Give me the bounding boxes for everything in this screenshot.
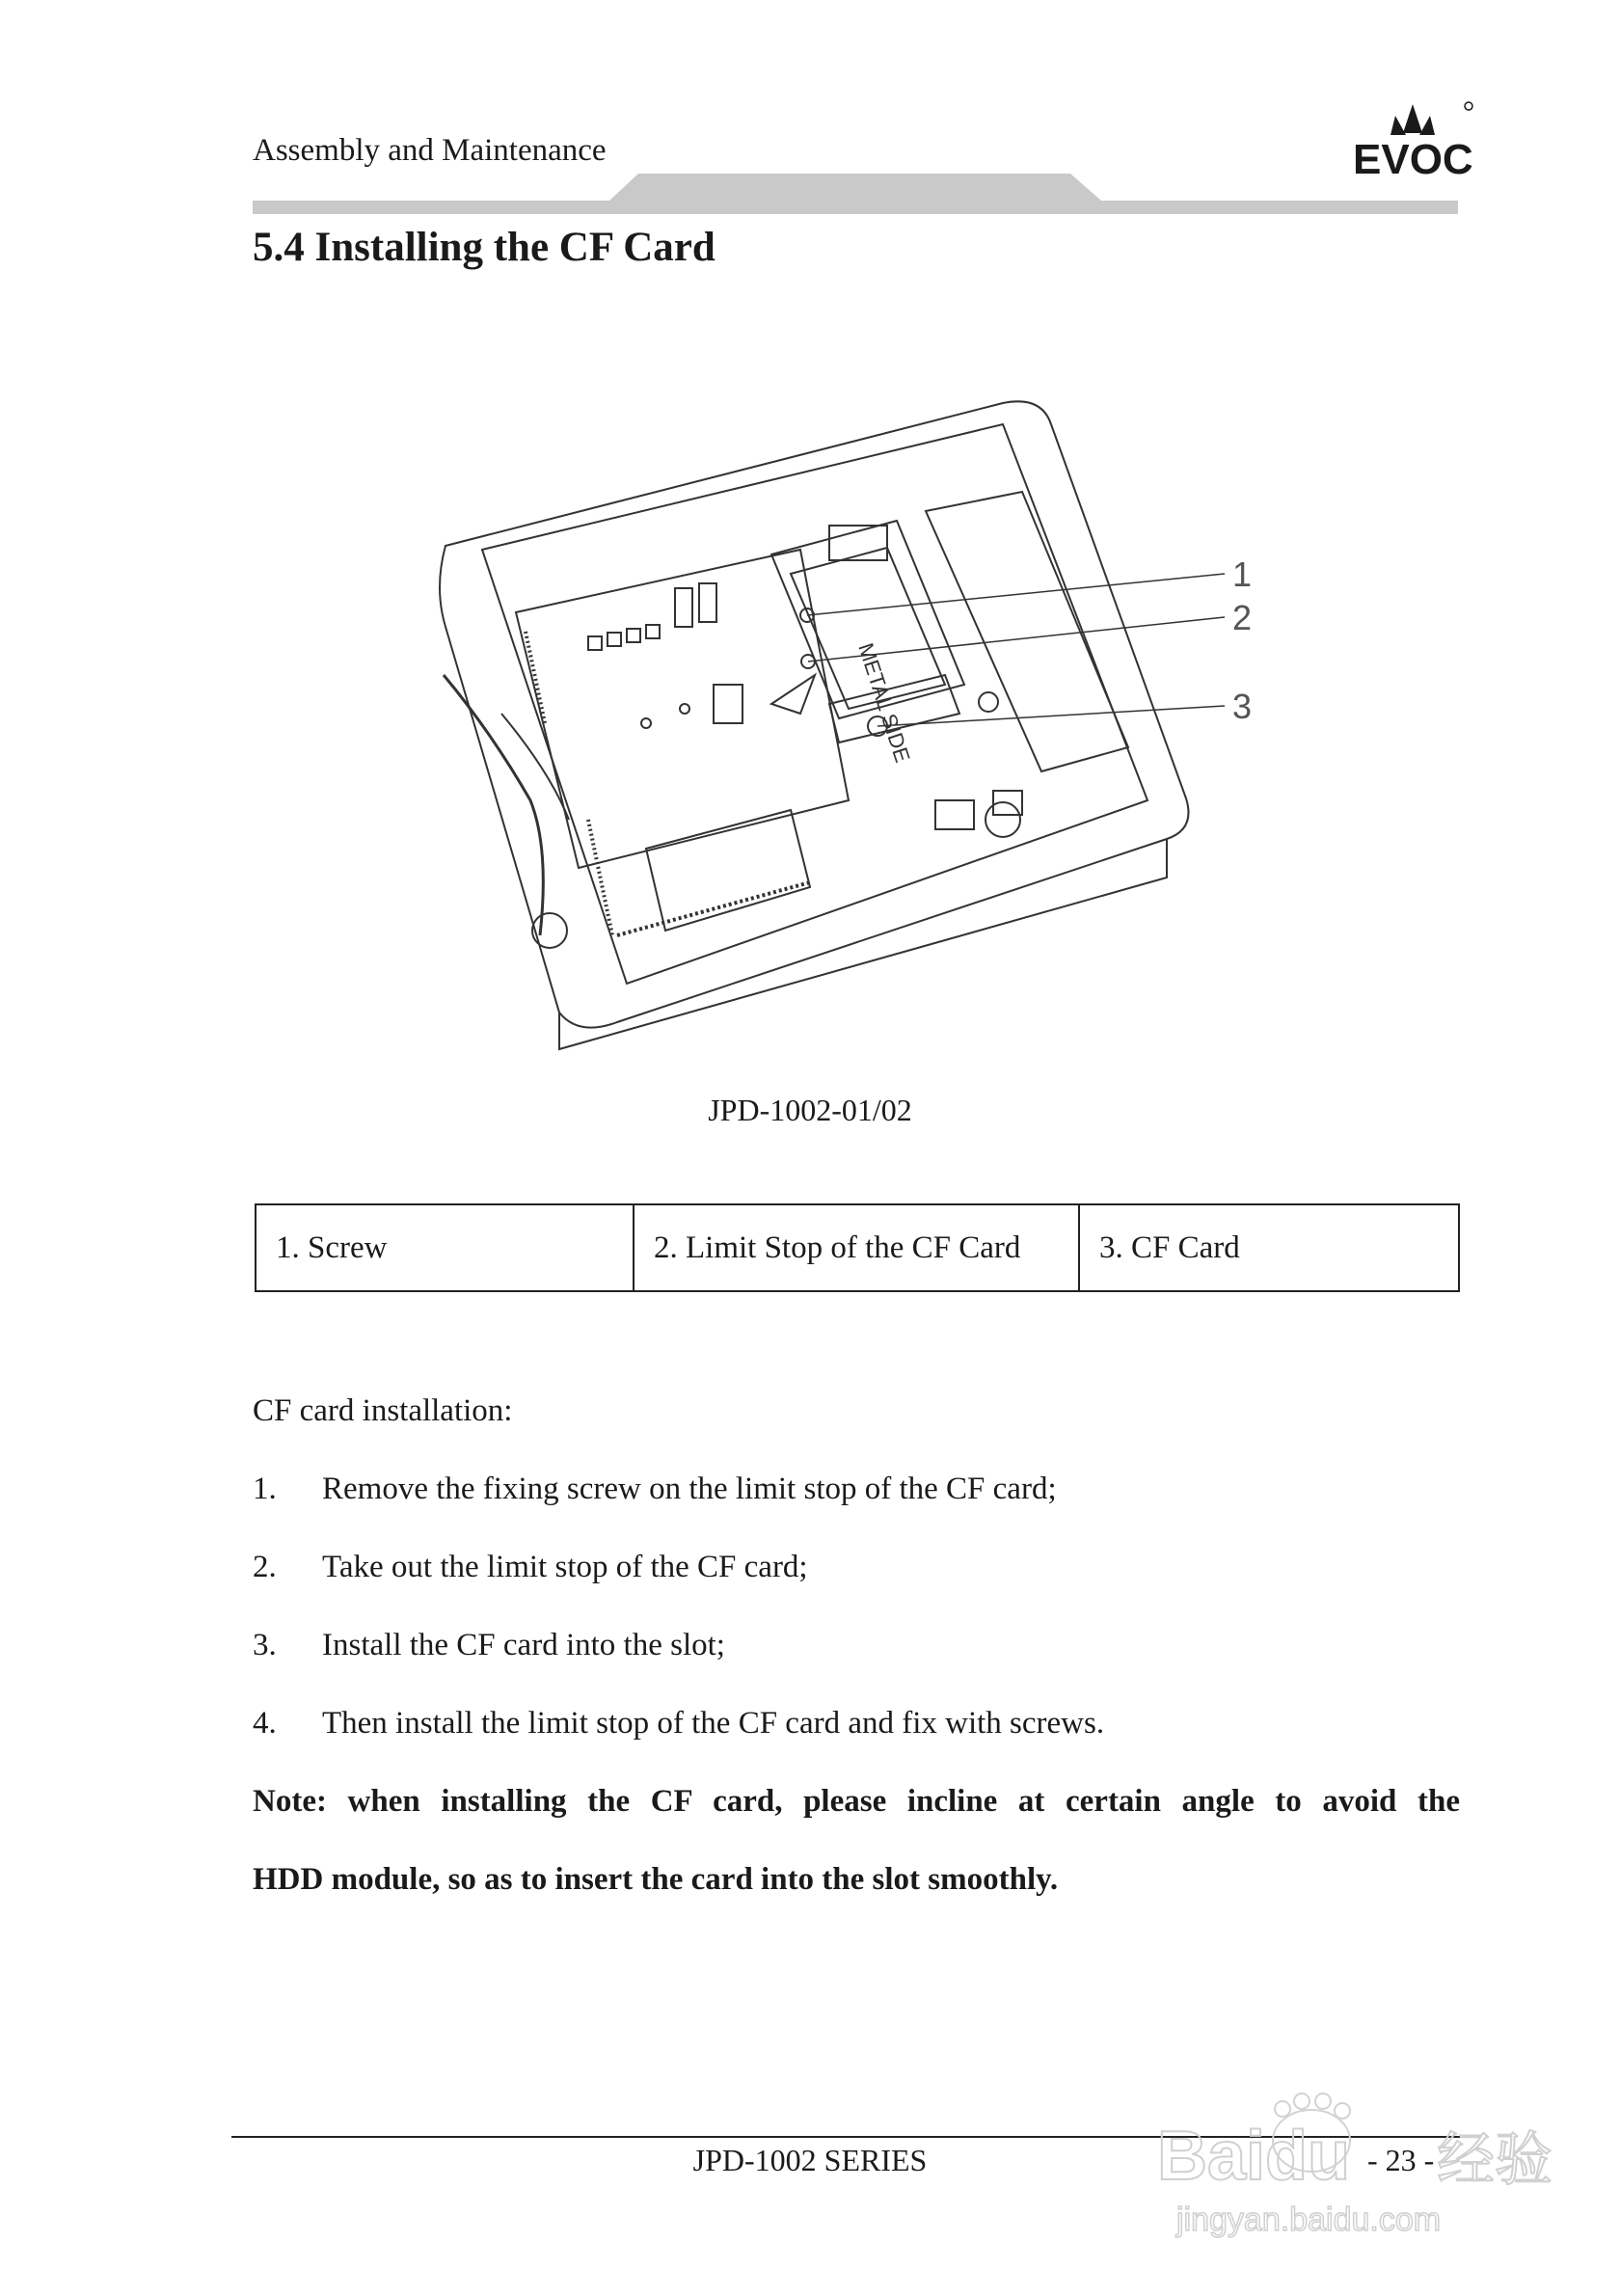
page-number: - 23 - — [1367, 2143, 1435, 2177]
callout-3: 3 — [1232, 687, 1253, 726]
watermark-cn: 经验 — [1437, 2126, 1552, 2194]
list-item — [253, 1706, 1468, 1742]
section-title: 5.4 Installing the CF Card — [253, 225, 716, 270]
header-rule — [253, 174, 1458, 214]
table-cell: 1. Screw — [256, 1204, 634, 1291]
step-text: Take out the limit stop of the CF card; — [322, 1550, 808, 1584]
baidu-watermark — [1148, 2088, 1552, 2242]
callout-1: 1 — [1232, 554, 1253, 594]
evoc-logo — [1345, 96, 1480, 179]
figure-caption: JPD-1002-01/02 — [708, 1093, 912, 1127]
running-header: Assembly and Maintenance — [253, 133, 607, 168]
table-cell: 3. CF Card — [1079, 1204, 1459, 1291]
callout-2: 2 — [1232, 598, 1253, 637]
cf-card-installation-diagram — [424, 395, 1273, 1051]
logo-text: EVOC — [1353, 136, 1473, 179]
list-item — [253, 1550, 1468, 1585]
step-text: Install the CF card into the slot; — [322, 1628, 725, 1662]
metal-side-label: METAL SIDE — [853, 639, 915, 766]
step-number: 2. — [253, 1550, 277, 1584]
table-row — [256, 1204, 1459, 1291]
legend-table — [255, 1203, 1460, 1292]
step-number: 3. — [253, 1628, 277, 1662]
note-line-1: Note: when installing the CF card, please incline at certain angle to avoid the — [253, 1784, 1460, 1819]
step-number: 4. — [253, 1706, 277, 1741]
watermark-url: jingyan.baidu.com — [1176, 2201, 1442, 2238]
watermark-brand: Baidu — [1157, 2118, 1351, 2195]
step-number: 1. — [253, 1472, 277, 1506]
footer-series: JPD-1002 SERIES — [692, 2143, 928, 2177]
step-text: Then install the limit stop of the CF card and fix with screws. — [322, 1706, 1105, 1741]
intro-text: CF card installation: — [253, 1393, 513, 1428]
list-item — [253, 1628, 1468, 1663]
table-cell: 2. Limit Stop of the CF Card — [634, 1204, 1079, 1291]
step-text: Remove the fixing screw on the limit stop of the CF card; — [322, 1472, 1057, 1506]
list-item — [253, 1472, 1468, 1507]
note-line-2: HDD module, so as to insert the card into the slot smoothly. — [253, 1862, 1059, 1897]
